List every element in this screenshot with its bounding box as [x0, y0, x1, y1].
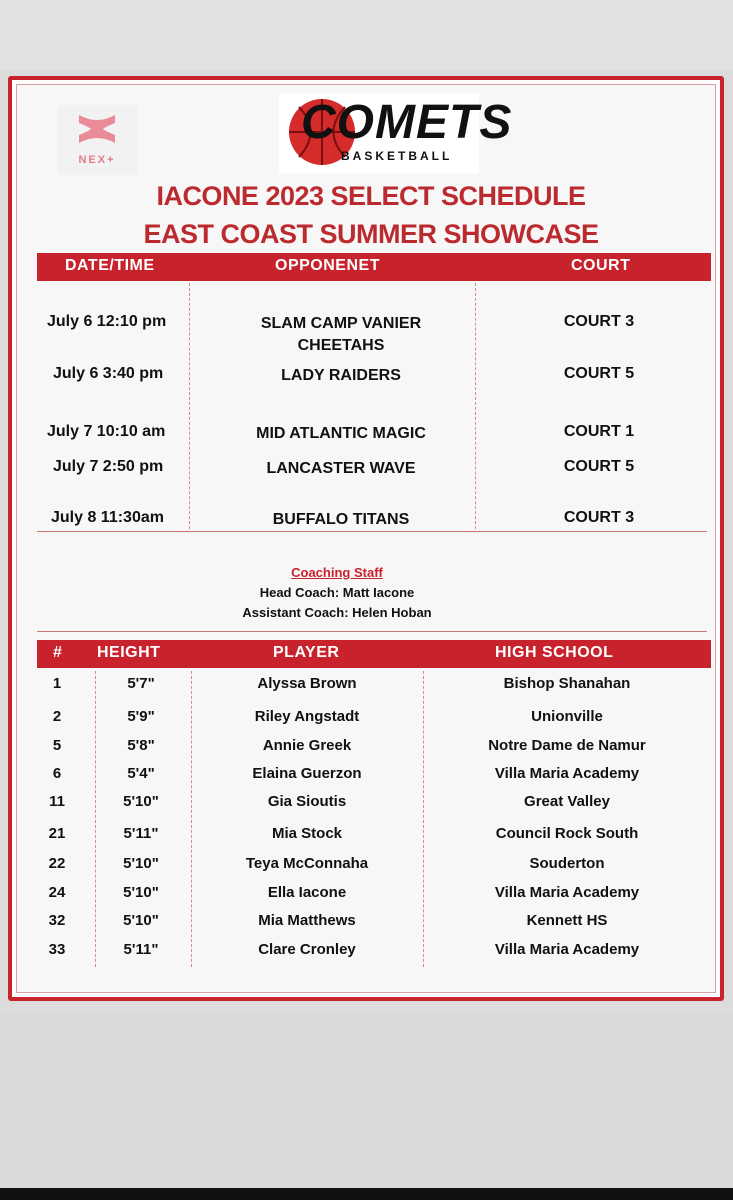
player-school: Souderton [529, 855, 605, 872]
player-name: Gia Sioutis [267, 793, 347, 810]
page-subtitle: EAST COAST SUMMER SHOWCASE [143, 219, 599, 249]
player-number: 1 [52, 675, 62, 692]
game-court: COURT 3 [563, 313, 635, 330]
header-height: HEIGHT [97, 644, 161, 661]
player-school: Bishop Shanahan [503, 675, 631, 692]
player-school: Villa Maria Academy [494, 884, 640, 901]
player-school: Notre Dame de Namur [488, 737, 646, 754]
player-number: 24 [48, 884, 66, 901]
roster-row [17, 912, 717, 940]
player-height: 5'4" [127, 765, 155, 782]
roster-row [17, 708, 717, 736]
header-high-school: HIGH SCHOOL [495, 644, 614, 661]
roster-row [17, 737, 717, 765]
player-height: 5'11" [123, 941, 159, 958]
page-title: IACONE 2023 SELECT SCHEDULE [156, 181, 586, 211]
player-school: Kennett HS [526, 912, 608, 929]
player-height: 5'10" [123, 912, 159, 929]
divider [37, 631, 707, 632]
player-name: Alyssa Brown [257, 675, 357, 692]
top-band [0, 0, 733, 70]
player-name: Teya McConnaha [245, 855, 369, 872]
roster-row [17, 675, 717, 703]
roster-row [17, 941, 717, 969]
logo-subtext: BASKETBALL [341, 149, 453, 163]
player-name: Mia Stock [271, 825, 343, 842]
player-school: Villa Maria Academy [494, 941, 640, 958]
assistant-coach: Assistant Coach: Helen Hoban [242, 605, 432, 620]
roster-row [17, 765, 717, 793]
roster-header [37, 640, 711, 668]
player-number: 2 [52, 708, 62, 725]
game-court: COURT 5 [563, 458, 635, 475]
player-school: Unionville [531, 708, 603, 725]
divider [37, 531, 707, 532]
coaching-staff-title: Coaching Staff [291, 565, 383, 580]
logo-wordmark: COMETS [301, 96, 513, 149]
bottom-band [0, 1012, 733, 1200]
flyer-inner [16, 84, 716, 993]
header-court: COURT [571, 257, 631, 274]
player-school: Council Rock South [495, 825, 639, 842]
game-court: COURT 5 [563, 365, 635, 382]
game-date: July 7 10:10 am [47, 423, 166, 440]
roster-row [17, 825, 717, 853]
roster-row [17, 855, 717, 883]
game-date: July 7 2:50 pm [53, 458, 164, 475]
header-opponent: OPPONENET [275, 257, 380, 274]
sponsor-logo-text: NEX+ [78, 154, 116, 166]
player-name: Elaina Guerzon [252, 765, 362, 782]
player-height: 5'8" [127, 737, 155, 754]
player-height: 5'10" [123, 855, 159, 872]
game-date: July 8 11:30am [51, 509, 164, 526]
player-number: 32 [48, 912, 66, 929]
player-name: Annie Greek [262, 737, 352, 754]
game-opponent: SLAM CAMP VANIER CHEETAHS [260, 315, 422, 354]
header-number: # [53, 644, 63, 661]
game-court: COURT 1 [563, 423, 635, 440]
game-opponent: LADY RAIDERS [281, 367, 401, 384]
game-opponent: BUFFALO TITANS [272, 511, 410, 528]
player-height: 5'10" [123, 884, 159, 901]
player-height: 5'7" [127, 675, 155, 692]
game-court: COURT 3 [563, 509, 635, 526]
game-date: July 6 12:10 pm [47, 313, 167, 330]
player-number: 6 [52, 765, 62, 782]
player-number: 33 [48, 941, 66, 958]
roster-table [17, 675, 717, 975]
player-school: Villa Maria Academy [494, 765, 640, 782]
head-coach: Head Coach: Matt Iacone [259, 585, 415, 600]
player-name: Clare Cronley [258, 941, 356, 958]
player-name: Riley Angstadt [254, 708, 360, 725]
game-opponent: MID ATLANTIC MAGIC [256, 425, 426, 442]
player-height: 5'10" [123, 793, 159, 810]
player-height: 5'11" [123, 825, 159, 842]
player-school: Great Valley [524, 793, 610, 810]
schedule-flyer [8, 76, 724, 1001]
game-date: July 6 3:40 pm [53, 365, 164, 382]
header-player: PLAYER [273, 644, 340, 661]
schedule-table [17, 85, 717, 545]
player-height: 5'9" [127, 708, 155, 725]
player-number: 11 [49, 793, 65, 810]
game-opponent: LANCASTER WAVE [266, 460, 416, 477]
roster-row [17, 793, 717, 821]
player-name: Ella Iacone [267, 884, 347, 901]
player-name: Mia Matthews [258, 912, 356, 929]
player-number: 21 [48, 825, 66, 842]
roster-row [17, 884, 717, 912]
player-number: 5 [52, 737, 62, 754]
header-date-time: DATE/TIME [65, 257, 155, 274]
player-number: 22 [48, 855, 66, 872]
home-indicator-bar [0, 1188, 733, 1200]
